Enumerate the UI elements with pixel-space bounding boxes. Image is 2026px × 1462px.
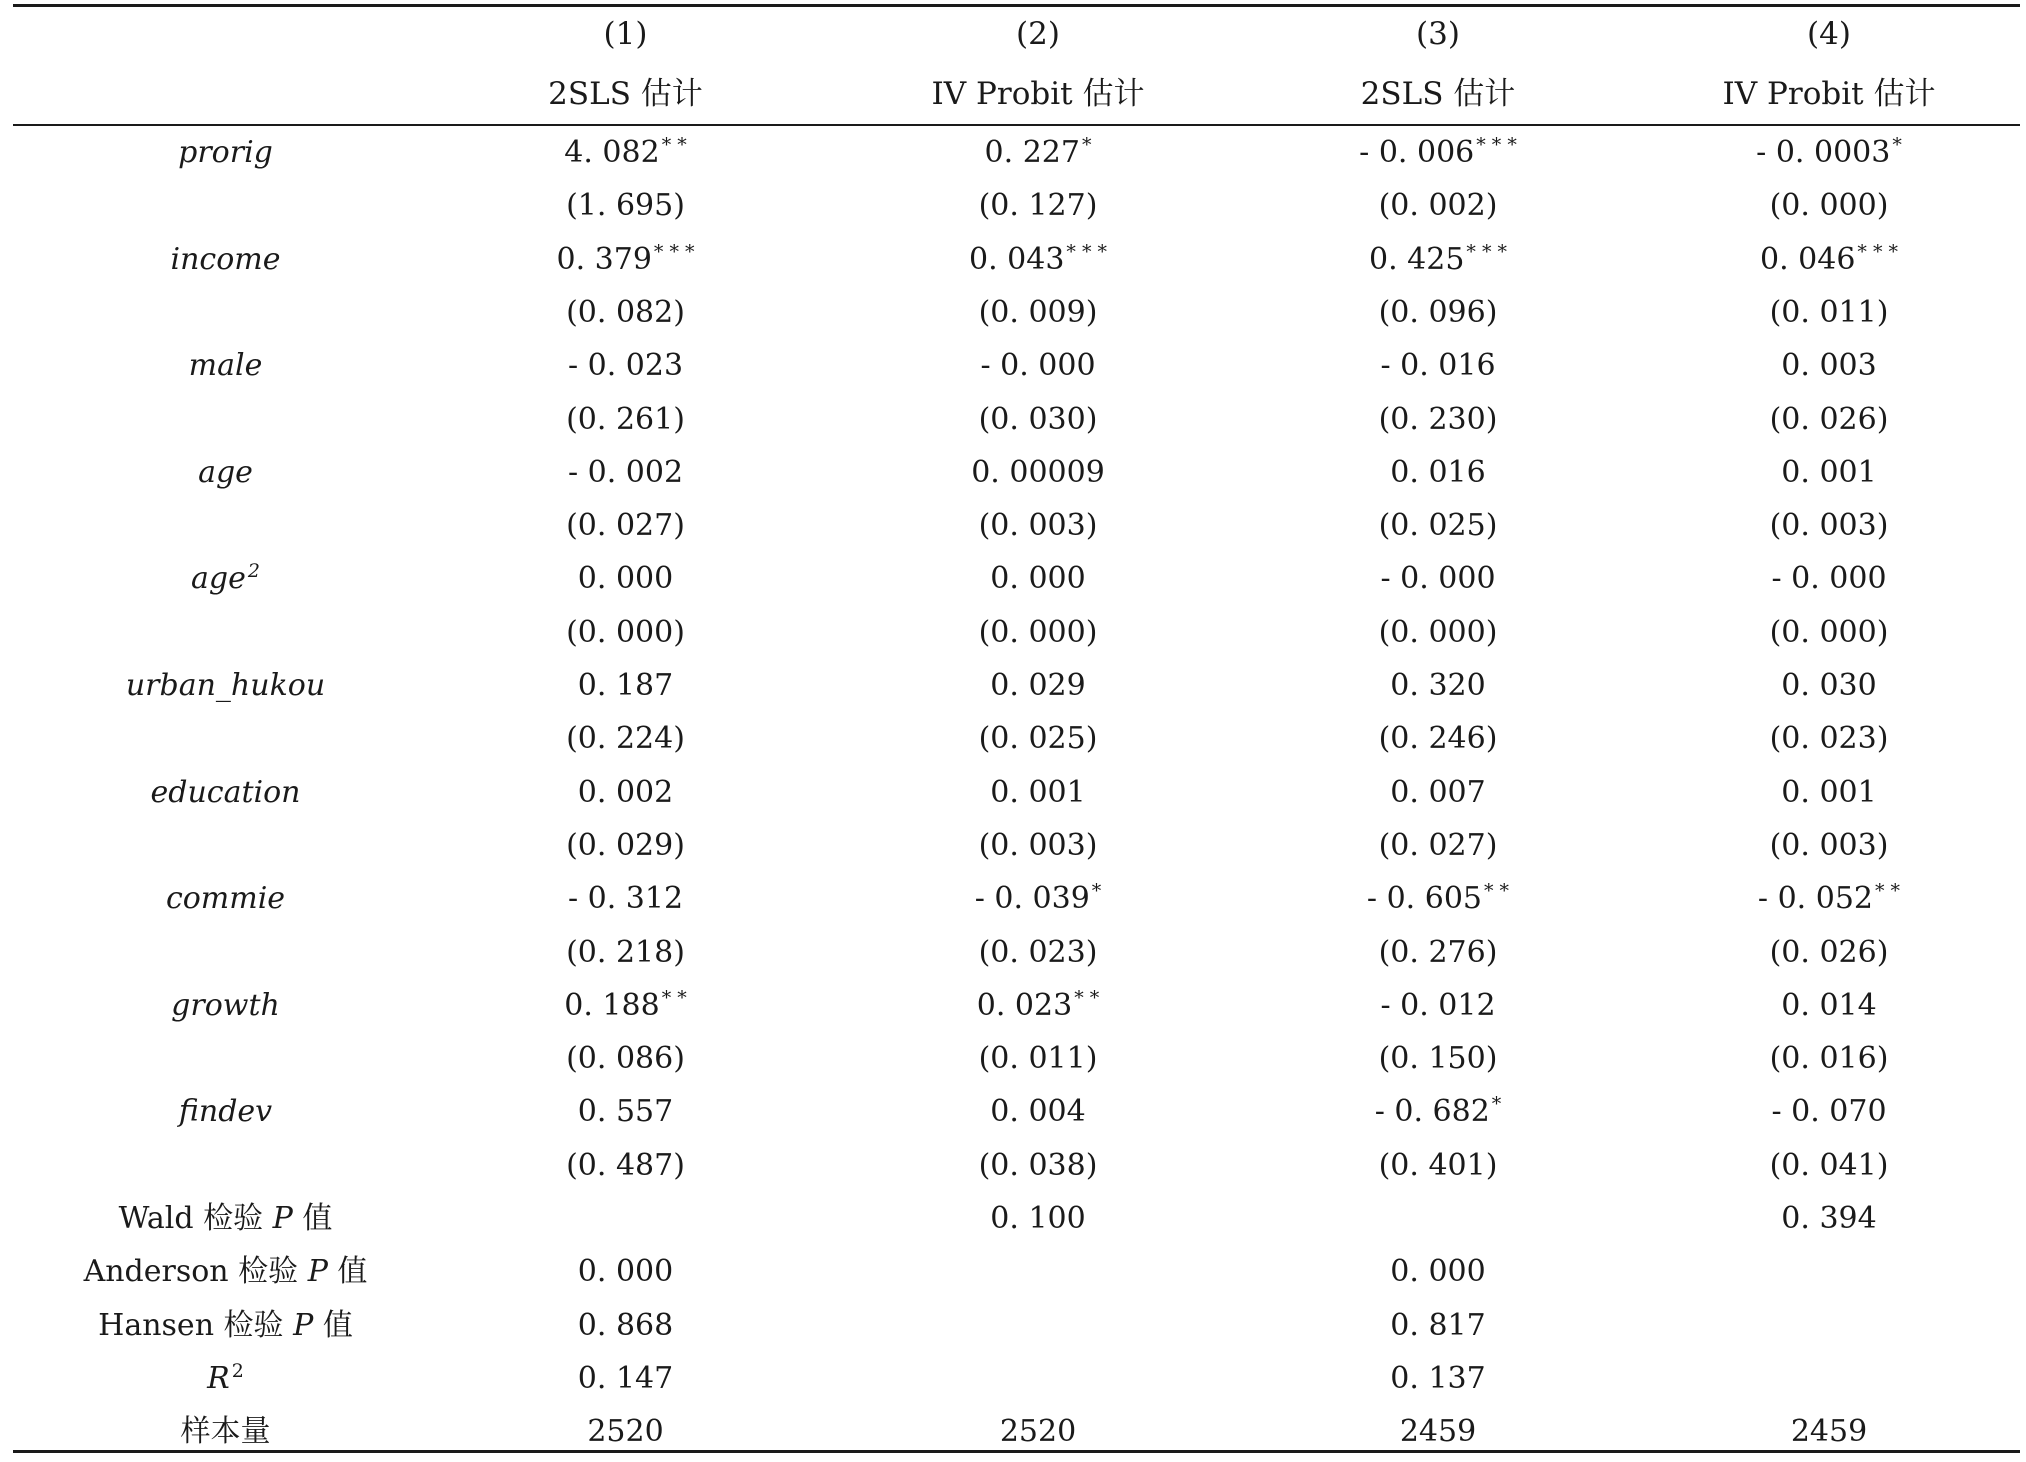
column-method-text: IV Probit 估计	[931, 76, 1145, 112]
standard-error-cell	[1238, 186, 1638, 226]
coefficient-cell	[413, 453, 838, 493]
standard-error-cell	[1638, 933, 2020, 973]
coefficient-value: 0. 557	[577, 1094, 674, 1130]
coefficient-value: 0. 001	[1781, 454, 1877, 490]
standard-error-value: (0. 230)	[1378, 401, 1498, 437]
coefficient-cell	[1238, 986, 1638, 1026]
statistic-label	[38, 1199, 413, 1239]
column-method-text: 2SLS 估计	[1360, 76, 1516, 112]
significance-stars: * *	[1484, 880, 1510, 903]
statistic-value-cell	[1238, 1306, 1638, 1346]
coefficient-value: - 0. 000	[1380, 561, 1496, 597]
standard-error-value: (0. 003)	[978, 508, 1098, 544]
coefficient-value: 0. 00009	[971, 454, 1105, 490]
coefficient-cell	[838, 133, 1238, 173]
standard-error-cell	[1238, 613, 1638, 653]
coefficient-cell	[1238, 346, 1638, 386]
coefficient-value: - 0. 016	[1380, 348, 1496, 384]
standard-error-cell	[413, 826, 838, 866]
column-number-text: (3)	[1416, 16, 1460, 52]
standard-error-value: (0. 009)	[978, 294, 1098, 330]
standard-error-value: (0. 150)	[1378, 1041, 1498, 1077]
standard-error-value: (0. 276)	[1378, 934, 1498, 970]
coefficient-cell	[1238, 133, 1638, 173]
standard-error-cell	[1638, 506, 2020, 546]
standard-error-cell	[1238, 293, 1638, 333]
variable-label	[38, 773, 413, 813]
coefficient-cell	[1238, 666, 1638, 706]
column-number	[413, 14, 838, 54]
standard-error-value: (1. 695)	[566, 188, 685, 224]
coefficient-cell	[1638, 1092, 2020, 1132]
statistic-label-part: Hansen 检验	[98, 1307, 294, 1343]
variable-name: age	[198, 454, 253, 490]
standard-error-cell	[838, 1146, 1238, 1186]
statistic-label-part: 值	[292, 1201, 333, 1236]
coefficient-cell	[413, 559, 838, 599]
standard-error-value: (0. 025)	[978, 721, 1098, 757]
standard-error-value: (0. 401)	[1378, 1147, 1498, 1183]
variable-name: findev	[178, 1094, 273, 1130]
standard-error-cell	[1638, 186, 2020, 226]
standard-error-cell	[1238, 400, 1638, 440]
standard-error-value: (0. 224)	[566, 721, 685, 757]
column-method-text: 2SLS 估计	[548, 76, 703, 112]
coefficient-value: - 0. 052	[1757, 881, 1874, 917]
statistic-label-part: P	[307, 1254, 328, 1290]
column-number-text: (1)	[603, 16, 648, 52]
coefficient-value: - 0. 002	[567, 454, 684, 490]
statistic-label	[38, 1252, 413, 1292]
column-method	[1638, 74, 2020, 114]
coefficient-value: 0. 046	[1759, 241, 1856, 277]
standard-error-cell	[838, 186, 1238, 226]
coefficient-value: - 0. 605	[1366, 881, 1483, 917]
standard-error-cell	[1238, 826, 1638, 866]
coefficient-cell	[1238, 1092, 1638, 1132]
standard-error-cell	[413, 293, 838, 333]
standard-error-cell	[1638, 613, 2020, 653]
standard-error-value: (0. 000)	[1769, 188, 1889, 224]
coefficient-value: 0. 003	[1781, 348, 1877, 384]
significance-stars: *	[1892, 134, 1902, 156]
statistic-label	[38, 1306, 413, 1346]
statistic-value-cell	[838, 1199, 1238, 1239]
standard-error-value: (0. 026)	[1769, 934, 1889, 970]
coefficient-value: 0. 000	[990, 561, 1086, 597]
statistic-value: 0. 100	[990, 1201, 1086, 1236]
column-number	[1238, 14, 1638, 54]
variable-label	[38, 346, 413, 386]
coefficient-value: - 0. 070	[1771, 1094, 1887, 1130]
coefficient-value: 0. 188	[564, 987, 660, 1023]
coefficient-value: 0. 016	[1390, 454, 1486, 490]
statistic-superscript: 2	[231, 1359, 244, 1382]
coefficient-value: - 0. 012	[1380, 987, 1496, 1023]
statistic-label-part: R	[207, 1360, 230, 1396]
standard-error-cell	[838, 1039, 1238, 1079]
standard-error-value: (0. 246)	[1378, 721, 1498, 757]
coefficient-value: 0. 014	[1781, 987, 1877, 1023]
standard-error-cell	[1638, 719, 2020, 759]
statistic-value: 0. 817	[1390, 1307, 1486, 1343]
statistic-label-part: 值	[327, 1254, 368, 1290]
statistic-value: 0. 394	[1781, 1201, 1877, 1236]
coefficient-value: - 0. 039	[974, 881, 1090, 917]
statistic-value: 2520	[587, 1414, 664, 1450]
standard-error-cell	[413, 719, 838, 759]
coefficient-value: - 0. 312	[567, 881, 684, 917]
coefficient-cell	[413, 773, 838, 813]
coefficient-cell	[1238, 559, 1638, 599]
standard-error-value: (0. 000)	[978, 614, 1098, 650]
standard-error-cell	[1238, 933, 1638, 973]
coefficient-value: 0. 029	[990, 668, 1086, 703]
standard-error-value: (0. 000)	[1378, 614, 1498, 650]
standard-error-value: (0. 025)	[1378, 508, 1498, 544]
coefficient-cell	[413, 986, 838, 1026]
variable-label	[38, 879, 413, 919]
standard-error-value: (0. 003)	[1769, 508, 1889, 544]
column-method	[838, 74, 1238, 114]
column-method-text: IV Probit 估计	[1722, 76, 1936, 112]
variable-label	[38, 240, 413, 280]
coefficient-cell	[1238, 773, 1638, 813]
coefficient-value: 0. 043	[968, 241, 1065, 277]
coefficient-cell	[838, 879, 1238, 919]
standard-error-value: (0. 011)	[978, 1041, 1098, 1077]
significance-stars: * * *	[1466, 240, 1507, 263]
coefficient-cell	[1638, 559, 2020, 599]
significance-stars: * * *	[653, 240, 695, 263]
standard-error-cell	[838, 506, 1238, 546]
significance-stars: * * *	[1857, 240, 1898, 263]
significance-stars: *	[1091, 880, 1102, 903]
statistic-value: 0. 137	[1390, 1360, 1486, 1396]
standard-error-cell	[1638, 826, 2020, 866]
standard-error-value: (0. 261)	[566, 401, 685, 437]
statistic-label-part: P	[272, 1201, 293, 1236]
header-rule	[13, 124, 2020, 126]
variable-name: education	[150, 774, 301, 810]
coefficient-cell	[838, 346, 1238, 386]
standard-error-value: (0. 082)	[566, 294, 685, 330]
coefficient-cell	[838, 559, 1238, 599]
variable-name: income	[170, 241, 281, 277]
statistic-value: 2520	[999, 1414, 1077, 1450]
statistic-label-part: Anderson 检验	[83, 1254, 308, 1290]
variable-label	[38, 986, 413, 1026]
coefficient-value: 0. 187	[577, 668, 674, 703]
standard-error-value: (0. 027)	[1378, 827, 1498, 863]
significance-stars: * *	[1074, 986, 1100, 1009]
coefficient-value: 4. 082	[564, 135, 660, 170]
variable-name: age	[191, 561, 246, 597]
standard-error-cell	[838, 719, 1238, 759]
standard-error-cell	[413, 933, 838, 973]
coefficient-value: 0. 000	[577, 561, 674, 597]
coefficient-value: 0. 023	[976, 987, 1073, 1023]
coefficient-value: 0. 227	[984, 135, 1080, 170]
variable-name: male	[188, 348, 263, 384]
standard-error-cell	[1638, 1146, 2020, 1186]
coefficient-cell	[1638, 346, 2020, 386]
statistic-value-cell	[838, 1412, 1238, 1452]
statistic-value: 0. 000	[1390, 1254, 1486, 1290]
coefficient-value: 0. 425	[1368, 241, 1465, 277]
statistic-value: 0. 147	[577, 1360, 674, 1396]
statistic-label	[38, 1412, 413, 1452]
significance-stars: *	[1491, 1093, 1502, 1116]
coefficient-cell	[1638, 986, 2020, 1026]
statistic-value-cell	[1238, 1412, 1638, 1452]
coefficient-cell	[413, 1092, 838, 1132]
coefficient-cell	[838, 666, 1238, 706]
column-number-text: (2)	[1016, 16, 1060, 52]
standard-error-value: (0. 003)	[1769, 827, 1889, 863]
variable-label	[38, 133, 413, 173]
standard-error-cell	[413, 400, 838, 440]
coefficient-cell	[838, 773, 1238, 813]
standard-error-value: (0. 487)	[566, 1147, 685, 1183]
variable-name: growth	[171, 987, 280, 1023]
variable-name: prorig	[178, 135, 273, 170]
standard-error-cell	[838, 400, 1238, 440]
coefficient-value: 0. 320	[1390, 668, 1486, 703]
significance-stars: *	[1081, 134, 1092, 156]
standard-error-cell	[1638, 400, 2020, 440]
standard-error-value: (0. 011)	[1769, 294, 1889, 330]
statistic-value: 2459	[1790, 1414, 1868, 1450]
coefficient-cell	[413, 240, 838, 280]
coefficient-value: 0. 030	[1781, 668, 1877, 703]
coefficient-value: 0. 379	[556, 241, 652, 277]
standard-error-cell	[1238, 506, 1638, 546]
coefficient-cell	[413, 666, 838, 706]
coefficient-value: - 0. 0003	[1756, 135, 1891, 170]
standard-error-value: (0. 038)	[978, 1147, 1098, 1183]
coefficient-cell	[838, 453, 1238, 493]
significance-stars: * * *	[1066, 240, 1107, 263]
column-number	[838, 14, 1238, 54]
coefficient-value: - 0. 006	[1359, 135, 1475, 170]
standard-error-value: (0. 086)	[566, 1041, 685, 1077]
coefficient-value: - 0. 682	[1374, 1094, 1490, 1130]
variable-label	[38, 666, 413, 706]
coefficient-cell	[838, 1092, 1238, 1132]
standard-error-value: (0. 023)	[978, 934, 1098, 970]
coefficient-cell	[413, 133, 838, 173]
coefficient-cell	[1238, 453, 1638, 493]
coefficient-value: 0. 004	[990, 1094, 1086, 1130]
coefficient-cell	[1638, 666, 2020, 706]
variable-label	[38, 559, 413, 599]
statistic-value-cell	[1238, 1359, 1638, 1399]
statistic-value-cell	[1638, 1412, 2020, 1452]
coefficient-value: - 0. 000	[1771, 561, 1887, 597]
standard-error-cell	[413, 1039, 838, 1079]
coefficient-cell	[1638, 133, 2020, 173]
coefficient-cell	[1638, 453, 2020, 493]
standard-error-cell	[838, 613, 1238, 653]
regression-table	[13, 0, 2020, 1462]
coefficient-value: 0. 002	[577, 774, 674, 810]
standard-error-value: (0. 030)	[978, 401, 1098, 437]
coefficient-cell	[413, 879, 838, 919]
standard-error-value: (0. 029)	[566, 827, 685, 863]
standard-error-cell	[1238, 1146, 1638, 1186]
column-number-text: (4)	[1807, 16, 1851, 52]
significance-stars: * *	[1875, 880, 1901, 903]
statistic-label-part: 样本量	[180, 1414, 271, 1450]
standard-error-cell	[1638, 293, 2020, 333]
statistic-value: 2459	[1399, 1414, 1477, 1450]
statistic-value: 0. 868	[577, 1307, 674, 1343]
coefficient-cell	[1638, 240, 2020, 280]
column-method	[413, 74, 838, 114]
standard-error-value: (0. 016)	[1769, 1041, 1889, 1077]
coefficient-value: 0. 001	[1781, 774, 1877, 810]
coefficient-value: - 0. 000	[980, 348, 1096, 384]
standard-error-value: (0. 023)	[1769, 721, 1889, 757]
significance-stars: * *	[661, 134, 687, 156]
coefficient-cell	[838, 240, 1238, 280]
standard-error-cell	[838, 293, 1238, 333]
top-rule	[13, 4, 2020, 7]
coefficient-cell	[413, 346, 838, 386]
variable-name: urban_hukou	[125, 668, 326, 703]
standard-error-value: (0. 002)	[1378, 188, 1498, 224]
statistic-value-cell	[413, 1412, 838, 1452]
standard-error-cell	[413, 1146, 838, 1186]
standard-error-value: (0. 041)	[1769, 1147, 1889, 1183]
significance-stars: * *	[661, 986, 687, 1009]
standard-error-cell	[1638, 1039, 2020, 1079]
statistic-label-part: 值	[313, 1307, 353, 1343]
standard-error-value: (0. 000)	[566, 614, 685, 650]
coefficient-cell	[1238, 879, 1638, 919]
statistic-value: 0. 000	[577, 1254, 674, 1290]
standard-error-value: (0. 127)	[978, 188, 1098, 224]
coefficient-value: 0. 001	[990, 774, 1086, 810]
standard-error-cell	[413, 506, 838, 546]
standard-error-cell	[838, 933, 1238, 973]
standard-error-cell	[413, 186, 838, 226]
column-method	[1238, 74, 1638, 114]
statistic-value-cell	[413, 1359, 838, 1399]
variable-name: commie	[165, 881, 286, 917]
standard-error-cell	[1238, 1039, 1638, 1079]
standard-error-cell	[838, 826, 1238, 866]
standard-error-value: (0. 027)	[566, 508, 685, 544]
statistic-value-cell	[413, 1252, 838, 1292]
statistic-value-cell	[1238, 1252, 1638, 1292]
coefficient-cell	[838, 986, 1238, 1026]
standard-error-value: (0. 026)	[1769, 401, 1889, 437]
coefficient-value: 0. 007	[1390, 774, 1486, 810]
standard-error-cell	[413, 613, 838, 653]
significance-stars: * * *	[1476, 134, 1517, 156]
standard-error-cell	[1238, 719, 1638, 759]
standard-error-value: (0. 003)	[978, 827, 1098, 863]
standard-error-value: (0. 218)	[566, 934, 685, 970]
coefficient-cell	[1638, 879, 2020, 919]
standard-error-value: (0. 000)	[1769, 614, 1889, 650]
variable-label	[38, 1092, 413, 1132]
coefficient-cell	[1638, 773, 2020, 813]
statistic-value-cell	[413, 1306, 838, 1346]
statistic-label	[38, 1359, 413, 1399]
variable-superscript: 2	[247, 560, 260, 583]
standard-error-value: (0. 096)	[1378, 294, 1498, 330]
variable-label	[38, 453, 413, 493]
coefficient-cell	[1238, 240, 1638, 280]
statistic-label-part: Wald 检验	[118, 1201, 273, 1236]
column-number	[1638, 14, 2020, 54]
statistic-value-cell	[1638, 1199, 2020, 1239]
statistic-label-part: P	[293, 1307, 314, 1343]
coefficient-value: - 0. 023	[567, 348, 684, 384]
